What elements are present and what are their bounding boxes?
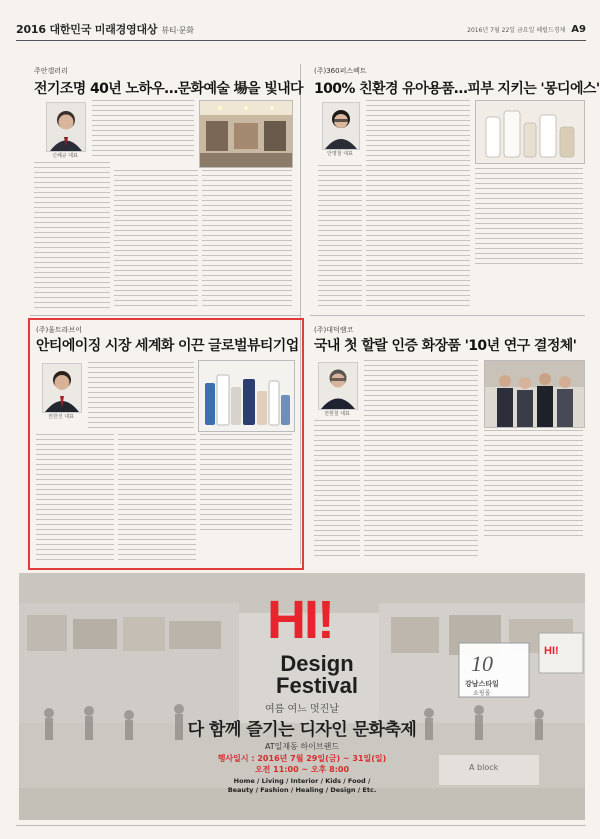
article-3-photo — [198, 360, 295, 432]
article-3-body — [88, 362, 194, 430]
person-icon — [47, 103, 85, 151]
article-3-body-col3 — [200, 434, 292, 534]
festival-logo-text: Design Festival — [276, 651, 358, 698]
mini-hi-sign: HI! — [544, 645, 559, 657]
ad-categories-line2: Beauty / Fashion / Healing / Design / Etc. — [227, 786, 377, 794]
festival-logo-hi: HI! — [267, 590, 333, 650]
article-4-sponsor: (주)대덕램코 — [314, 326, 354, 334]
article-2-portrait — [322, 102, 360, 150]
person-icon — [323, 103, 359, 149]
article-4-body-col1 — [364, 360, 478, 560]
article-3-body-col1 — [36, 434, 114, 560]
gallery-photo-icon — [200, 101, 292, 167]
article-4-headline: 국내 첫 할랄 인증 화장품 '10년 연구 결정체' — [314, 338, 577, 354]
article-2-sponsor: (주)360퍼스펙트 — [314, 67, 367, 75]
group-photo-icon — [485, 361, 584, 427]
article-1-caption: 신혜규 대표 — [52, 153, 78, 159]
ad-hours: 오전 11:00 ~ 오후 8:00 — [254, 765, 350, 774]
article-1-body — [92, 100, 194, 158]
anniversary-badge: 10 — [471, 651, 493, 676]
article-4-photo — [484, 360, 585, 428]
article-3-portrait — [42, 363, 82, 413]
gangnam-style-sign: 강남스타일 — [465, 680, 499, 688]
article-1-portrait — [46, 102, 86, 152]
cosmetics-photo-icon — [199, 361, 294, 431]
a-block-sign: A block — [469, 763, 499, 772]
article-2-headline: 100% 친환경 유아용품…피부 지키는 '몽디에스' — [314, 81, 600, 97]
page-header — [16, 18, 586, 41]
article-4-body-side — [314, 420, 360, 560]
article-1-sponsor: 주안갤러리 — [34, 67, 68, 75]
article-3-headline: 안티에이징 시장 세계화 이끈 글로벌뷰티기업 — [36, 338, 299, 354]
article-4-body-col2 — [484, 430, 583, 540]
article-2-body-col2 — [475, 168, 583, 268]
article-3-sponsor: (주)울트라브이 — [36, 326, 83, 334]
shopping-mall-sign: 쇼핑몰 — [473, 690, 491, 697]
article-1-headline: 전기조명 40년 노하우…문화예술 場을 빛내다 — [34, 81, 303, 97]
header-title-text: 2016 대한민국 미래경영대상 — [16, 23, 158, 36]
header-paper: 헤럴드경제 — [536, 27, 566, 34]
person-icon — [43, 364, 81, 412]
product-photo-icon — [476, 101, 584, 163]
ad-categories-line1: Home / Living / Interior / Kids / Food / — [233, 777, 371, 785]
article-1-photo — [199, 100, 293, 168]
header-title — [16, 21, 194, 37]
page-footer — [16, 825, 586, 832]
article-1-body-col3 — [202, 170, 292, 310]
article-4-caption: 전현철 대표 — [324, 411, 350, 417]
page-number: A9 — [571, 24, 586, 35]
ad-dates: 행사일시 : 2016년 7월 29일(금) ~ 31일(일) — [217, 754, 387, 763]
article-2-body-col1 — [366, 100, 470, 310]
article-2-caption: 안명철 대표 — [327, 151, 353, 157]
advertisement-banner — [19, 573, 585, 820]
header-section: 뷰티·문화 — [161, 26, 194, 35]
ad-categories — [19, 777, 585, 795]
article-1-body-col2 — [114, 170, 198, 310]
person-icon — [319, 363, 357, 409]
row-divider-left — [30, 315, 300, 316]
header-date: 2016년 7월 22일 금요일 — [467, 27, 535, 34]
ad-venue: AT일재동 하이브랜드 — [264, 742, 340, 751]
ad-tagline-small: 여름 여느 멋진날 — [265, 704, 339, 715]
article-4-portrait — [318, 362, 358, 410]
article-3-caption: 권한진 대표 — [48, 414, 74, 420]
article-3-body-col2 — [118, 434, 196, 560]
article-1-body-col1 — [34, 162, 110, 310]
article-2-photo — [475, 100, 585, 164]
ad-tagline-main: 다 함께 즐기는 디자인 문화축제 — [187, 720, 417, 740]
article-2-body-side — [318, 165, 362, 310]
header-info — [467, 24, 586, 35]
row-divider-right — [310, 315, 585, 316]
